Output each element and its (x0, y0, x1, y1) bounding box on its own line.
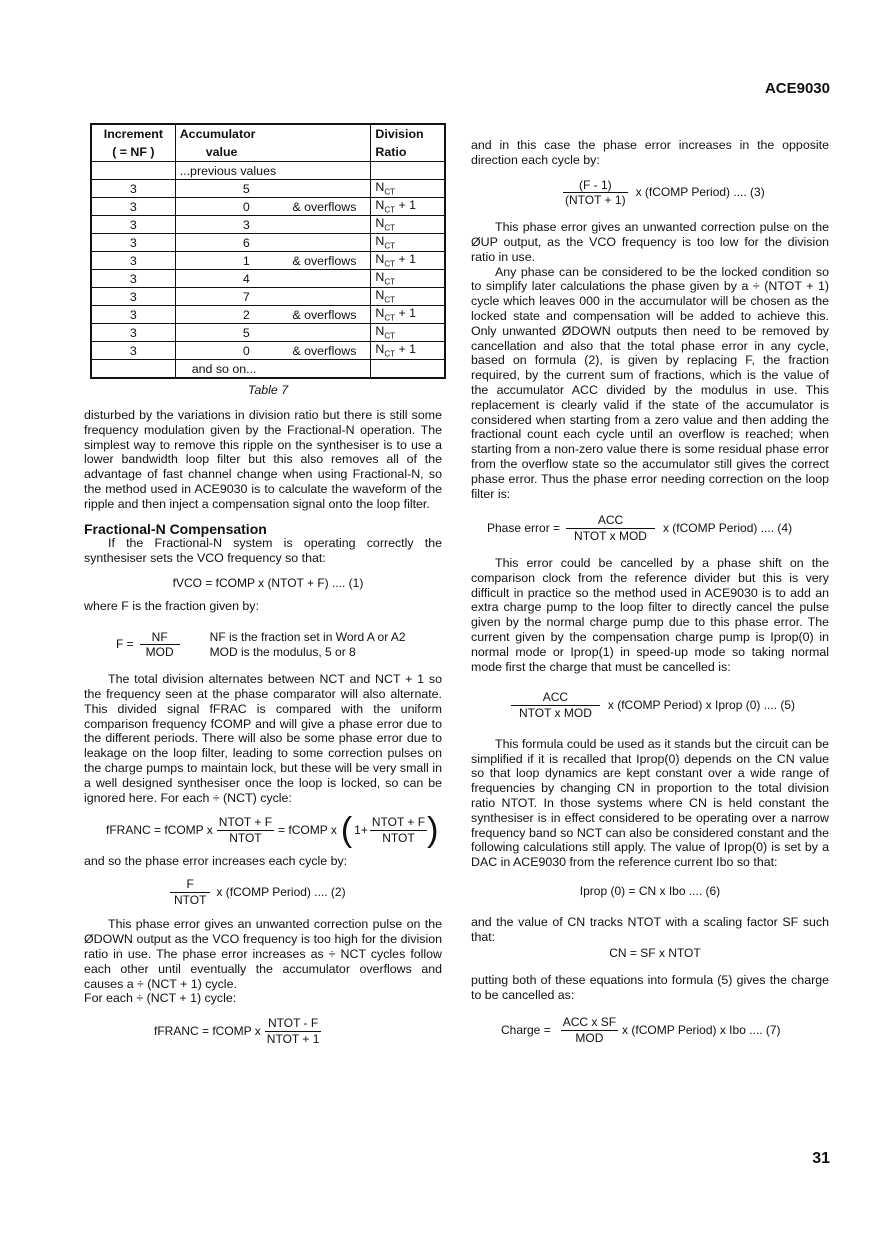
table-row (91, 216, 445, 234)
table-cell (371, 288, 445, 306)
overflow-label: & overflows (292, 307, 357, 322)
paragraph: This phase error gives an unwanted correction pulse on the ØDOWN output as the VCO frequency is too high for the division ratio in use. The phase error increases as ÷ NCT cycles follow each other until eventually the accumulator overflows and causes a ÷ (NCT + 1) cycle. (84, 917, 442, 991)
table-cell: 3 (91, 234, 175, 252)
equation-franc: fFRANC = fCOMP x $\frac{\text{NTOT + F}}{\text{NTOT}}$ = fCOMP x ( 1+ $\frac{\text{NTOT + F}}{\text{NTOT}}$ ) (106, 811, 439, 850)
ratio-extra: + 1 (395, 198, 417, 213)
table-row (91, 252, 445, 270)
table-cell: ...previous values (175, 162, 371, 180)
ratio-subscript: CT (384, 241, 396, 251)
ratio-subscript: CT (384, 223, 396, 233)
table-cell (175, 342, 371, 360)
increment-table (90, 123, 446, 379)
accumulator-value: 2 (242, 307, 250, 322)
paragraph: disturbed by the variations in division ratio but there is still some frequency modulation given by the Fractional-N operation. The simplest way to remove this ripple on the synthesiser is to use a lower bandwidth loop filter but this also removes all of the advantage of fast channel change when using Fractional-N, so the method used in ACE9030 is to calculate the waveform of the ripple and then inject a compensation signal onto the loop filter. (84, 408, 442, 511)
table-cell: 3 (91, 198, 175, 216)
section-heading: Fractional-N Compensation (84, 520, 267, 537)
ratio-subscript: CT (384, 205, 396, 215)
table-cell: 3 (91, 216, 175, 234)
equation-7: Charge = $\frac{\text{ACC x SF}}{\text{MOD}}$ x (fCOMP Period) x Ibo .... (7) (501, 1014, 781, 1045)
ratio-extra: + 1 (395, 252, 417, 267)
equation-2: $\frac{F}{\text{NTOT}}$ x (fCOMP Period) .... (2) (170, 877, 442, 908)
table-cell (371, 270, 445, 288)
ratio-subscript: CT (384, 295, 396, 305)
ratio-symbol: N (375, 270, 385, 285)
accumulator-value: 1 (242, 253, 250, 268)
table-cell: 3 (91, 288, 175, 306)
table-cell: 3 (91, 324, 175, 342)
ratio-subscript: CT (384, 187, 396, 197)
ratio-subscript: CT (384, 349, 396, 359)
increment-table-wrap (90, 123, 446, 397)
table-row (91, 180, 445, 198)
table-cell (175, 216, 371, 234)
table-cell: 3 (91, 180, 175, 198)
equation-5: $\frac{\text{ACC}}{\text{NTOT x MOD}}$ x (fCOMP Period) x Iprop (0) .... (5) (511, 690, 829, 721)
table-cell: 3 (91, 342, 175, 360)
ratio-symbol: N (375, 198, 385, 213)
table-cell (175, 198, 371, 216)
table-cell (371, 324, 445, 342)
ratio-symbol: N (375, 324, 385, 339)
table-cell (175, 288, 371, 306)
accumulator-value: 0 (242, 343, 250, 358)
paragraph: putting both of these equations into formula (5) gives the charge to be cancelled as: (471, 973, 829, 1003)
accumulator-value: 0 (242, 199, 250, 214)
overflow-label: & overflows (292, 199, 357, 214)
paragraph: and the value of CN tracks NTOT with a scaling factor SF such that: (471, 914, 829, 944)
ratio-extra: + 1 (395, 306, 417, 321)
ratio-symbol: N (375, 252, 385, 267)
table-cell (175, 252, 371, 270)
table-row (91, 198, 445, 216)
table-row (91, 234, 445, 252)
table-cell (175, 180, 371, 198)
ratio-symbol: N (375, 180, 385, 195)
table-header-cell: value (175, 143, 371, 162)
paragraph: This error could be cancelled by a phase shift on the comparison clock from the reference divider but this is very difficult in practice so the method used in ACE9030 is to add an extra charge pump to the loop filter to directly cancel the pulse given by the normal charge pump due to this phase error. The current given by the compensation charge pump is Iprop(0) in normal mode or Iprop(1) in speed-up mode so taking normal mode first the charge that must be cancelled is: (471, 555, 829, 674)
equation-6: Iprop (0) = CN x Ibo .... (6) (579, 884, 721, 899)
ratio-symbol: N (375, 216, 385, 231)
ratio-symbol: N (375, 342, 385, 357)
table-caption: Table 7 (247, 383, 289, 397)
table-row (91, 342, 445, 360)
page-number: 31 (812, 1150, 830, 1167)
paragraph: where F is the fraction given by: (84, 598, 259, 613)
paragraph: If the Fractional-N system is operating correctly the synthesiser sets the VCO frequency so that: (84, 536, 442, 566)
table-cell: 3 (91, 306, 175, 324)
ratio-subscript: CT (384, 259, 396, 269)
equation-3: $\frac{(F - 1)}{\text{(NTOT + 1)}}$ x (fCOMP Period) .... (3) (565, 177, 765, 208)
paragraph: For each ÷ (NCT + 1) cycle: (84, 991, 237, 1006)
table-cell (175, 306, 371, 324)
accumulator-value: 4 (242, 271, 250, 286)
equation-4: Phase error = $\frac{\text{ACC}}{\text{NTOT x MOD}}$ x (fCOMP Period) .... (4) (487, 513, 793, 544)
accumulator-value: 6 (242, 235, 250, 250)
table-cell (371, 234, 445, 252)
ratio-subscript: CT (384, 277, 396, 287)
ratio-symbol: N (375, 288, 385, 303)
equation-fraction-f: F = $\frac{NF}{\text{MOD}}$ NF is the fraction set in Word A or A2 MOD is the modulus, 5 or 8 (116, 629, 406, 660)
overflow-label: & overflows (292, 343, 357, 358)
table-cell (175, 270, 371, 288)
paragraph: The total division alternates between NCT and NCT + 1 so the frequency seen at the phase comparator will also alternate. This divided signal fFRAC is compared with the uniform comparison frequency fCOMP and will give a phase error due to the different periods. There will also be some phase error due to leakage on the loop filter, leading to some correction pulses on the charge pumps to maintain lock, but these will be very small in a well designed synthesiser once the loop is locked, so can be ignored here. For each ÷ (NCT) cycle: (84, 672, 442, 805)
accumulator-value: 3 (242, 217, 250, 232)
table-header-cell: Division (371, 124, 445, 143)
table-cell (175, 234, 371, 252)
table-row (91, 306, 445, 324)
document-code: ACE9030 (764, 80, 830, 97)
table-cell (371, 198, 445, 216)
paragraph: This formula could be used as it stands but the circuit can be simplified if it is recalled that Iprop(0) depends on the CN value so that loop dynamics are kept constant over a wide range of frequencies by changing CN in proportion to the total division ratio NTOT. In those systems where CN is held constant the synthesiser is in effect considered to be operating over a narrow frequency band so NCT can also be considered constant and the following calculations still apply. The value of Iprop(0) is set by a DAC in ACE9030 from the reference current Ibo so that: (471, 736, 829, 870)
equation-sf: CN = SF x NTOT (609, 946, 701, 961)
table-cell (175, 324, 371, 342)
table-cell (371, 216, 445, 234)
table-cell: 3 (91, 252, 175, 270)
table-header-cell: Accumulator (175, 124, 371, 143)
accumulator-value: 5 (242, 181, 250, 196)
table-row (91, 288, 445, 306)
left-column (84, 408, 442, 1047)
table-row (91, 324, 445, 342)
ratio-subscript: CT (384, 331, 396, 341)
ratio-extra: + 1 (395, 342, 417, 357)
equation-franc-2: fFRANC = fCOMP x $\frac{\text{NTOT - F}}{\text{NTOT + 1}}$ (154, 1016, 320, 1046)
paragraph: Any phase can be considered to be the locked condition so to simplify later calculations the phase given by a ÷ (NTOT + 1) cycle which leaves 000 in the accumulator will be chosen as the locked state and compensation will be added to achieve this. Only unwanted ØDOWN outputs then need to be removed by cancellation and also that the total phase error in any cycle, based on formula (2), is given by replacing F, the fraction required, by the current sum of fractions, which is the value of the accumulator ACC divided by the modulus in use. This replacement is clearly valid if the state of the accumulator is considered when starting from a zero value and then adding the fractional count each cycle until an overflow is reached; when starting from a non-zero value there is some residual phase error from the overflow state so the accumulator still gives the correct phase error. Thus the phase error needing correction on the loop filter is: (471, 264, 829, 501)
paragraph: and in this case the phase error increases in the opposite direction each cycle by: (471, 138, 829, 167)
table-header-cell: Increment (91, 124, 175, 143)
paragraph: This phase error gives an unwanted correction pulse on the ØUP output, as the VCO frequency is too low for the division ratio in use. (471, 220, 829, 264)
table-header-cell: Ratio (371, 143, 445, 162)
table-cell (371, 252, 445, 270)
table-cell: 3 (91, 270, 175, 288)
right-column (471, 138, 829, 1045)
equation-1: fVCO = fCOMP x (NTOT + F) .... (1) (172, 575, 364, 590)
accumulator-value: 5 (242, 325, 250, 340)
table-cell: and so on... (175, 360, 371, 379)
table-cell (371, 180, 445, 198)
table-cell (371, 342, 445, 360)
ratio-subscript: CT (384, 313, 396, 323)
table-header-cell: ( = NF ) (91, 143, 175, 162)
ratio-symbol: N (375, 306, 385, 321)
table-row (91, 270, 445, 288)
ratio-symbol: N (375, 234, 385, 249)
paragraph: and so the phase error increases each cycle by: (84, 853, 348, 868)
overflow-label: & overflows (292, 253, 357, 268)
table-cell (371, 306, 445, 324)
accumulator-value: 7 (242, 289, 250, 304)
